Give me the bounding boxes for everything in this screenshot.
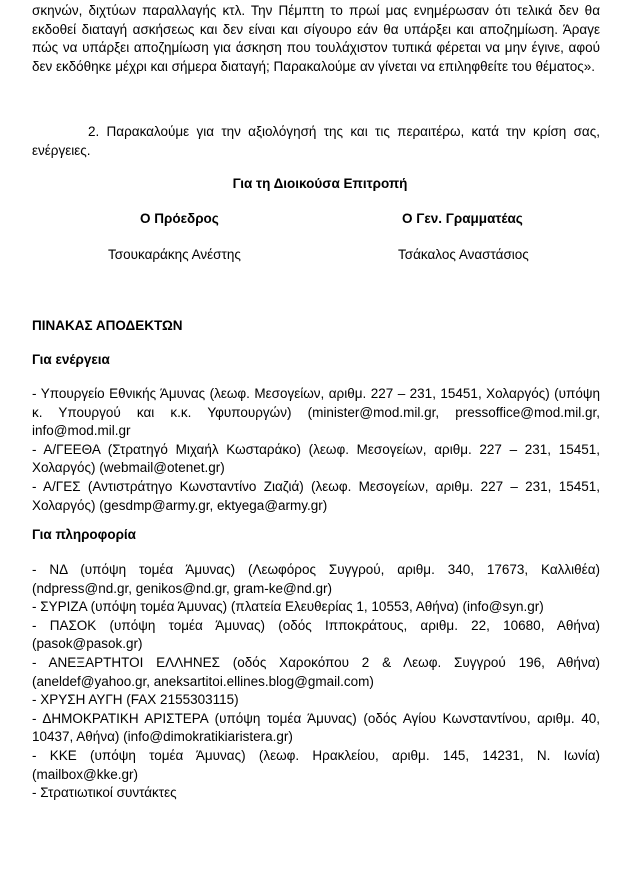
committee-label: Για τη Διοικούσα Επιτροπή: [232, 176, 408, 191]
info-recipient-item: - ΣΥΡΙΖΑ (υπόψη τομέα Άμυνας) (πλατεία Ελευθερίας 1, 10553, Αθήνα) (info@syn.gr): [32, 599, 544, 615]
secretary-title: Ο Γεν. Γραμματέας: [402, 211, 523, 226]
action-recipient-item: - Υπουργείο Εθνικής Άμυνας (λεωφ. Μεσογείων, αριθμ. 227 – 231, 15451, Χολαργός) (υπόψη κ. Υπουργού και κ.κ. Υφυπουργών) (minister@mod.mil.gr, pressoffice@mod.mil.gr, info@mod.mil.gr: [32, 386, 600, 439]
info-recipient-item: - ΝΔ (υπόψη τομέα Άμυνας) (Λεωφόρος Συγγρού, αριθμ. 340, 17673, Καλλιθέα) (ndpress@nd.gr, genikos@nd.gr, gram-ke@nd.gr): [32, 562, 600, 596]
action-recipient-item: - Α/ΓΕΣ (Αντιστράτηγο Κωνσταντίνο Ζιαζιά) (λεωφ. Μεσογείων, αριθμ. 227 – 231, 15451, Χολαργός) (gesdmp@army.gr, ektyega@army.gr): [32, 478, 600, 513]
info-recipients-list: [32, 561, 600, 803]
info-recipient-item: - Στρατιωτικοί συντάκτες: [32, 785, 177, 801]
info-recipient-item: - ΚΚΕ (υπόψη τομέα Άμυνας) (λεωφ. Ηρακλείου, αριθμ. 145, 14231, Ν. Ιωνία) (mailbox@kke.gr): [32, 747, 600, 782]
opening-paragraph: σκηνών, διχτύων παραλλαγής κτλ. Την Πέμπτη το πρωί μας ενημέρωσαν ότι τελικά δεν θα εκδοθεί διαταγή ασκήσεως και δεν είναι και σίγουρο εάν θα υπάρξει και αποζημίωση. Άραγε πώς να υπάρξει αποζημίωση για άσκηση που τουλάχιστον τυπικά φέρεται να μην έγινε, αφού δεν εκδόθηκε μέχρι και σήμερα διαταγή; Παρακαλούμε αν γίνεται να επιληφθείτε του θέματος».: [32, 3, 600, 74]
request-paragraph: 2. Παρακαλούμε για την αξιολόγησή της και τις περαιτέρω, κατά την κρίση σας, ενέργειες.: [32, 124, 600, 158]
president-title: Ο Πρόεδρος: [140, 211, 219, 226]
info-recipient-item: - ΔΗΜΟΚΡΑΤΙΚΗ ΑΡΙΣΤΕΡΑ (υπόψη τομέα Άμυνας) (οδός Αγίου Κωνσταντίνου, αριθμ. 40, 10437, Αθήνα) (info@dimokratikiaristera.gr): [32, 710, 600, 745]
info-recipient-item: - ΧΡΥΣΗ ΑΥΓΗ (FAX 2155303115): [32, 692, 239, 708]
action-recipients-list: [32, 385, 600, 515]
info-recipient-item: - ΠΑΣΟΚ (υπόψη τομέα Άμυνας) (οδός Ιπποκράτους, αριθμ. 22, 10680, Αθήνα) (pasok@pasok.gr): [32, 617, 600, 652]
info-recipient-item: - ΑΝΕΞΑΡΤΗΤΟΙ ΕΛΛΗΝΕΣ (οδός Χαροκόπου 2 & Λεωφ. Συγγρού 196, Αθήνα) (aneldef@yahoo.gr, aneksartitoi.ellines.blog@gmail.com): [32, 654, 600, 689]
action-recipient-item: - Α/ΓΕΕΘΑ (Στρατηγό Μιχαήλ Κωσταράκο) (λεωφ. Μεσογείων, αριθμ. 227 – 231, 15451, Χολαργός) (webmail@otenet.gr): [32, 441, 600, 476]
president-name: Τσουκαράκης Ανέστης: [108, 247, 241, 262]
secretary-name: Τσάκαλος Αναστάσιος: [398, 247, 529, 262]
recipients-title: ΠΙΝΑΚΑΣ ΑΠΟΔΕΚΤΩΝ: [32, 318, 183, 333]
action-heading: Για ενέργεια: [32, 352, 110, 367]
info-heading: Για πληροφορία: [32, 527, 136, 542]
